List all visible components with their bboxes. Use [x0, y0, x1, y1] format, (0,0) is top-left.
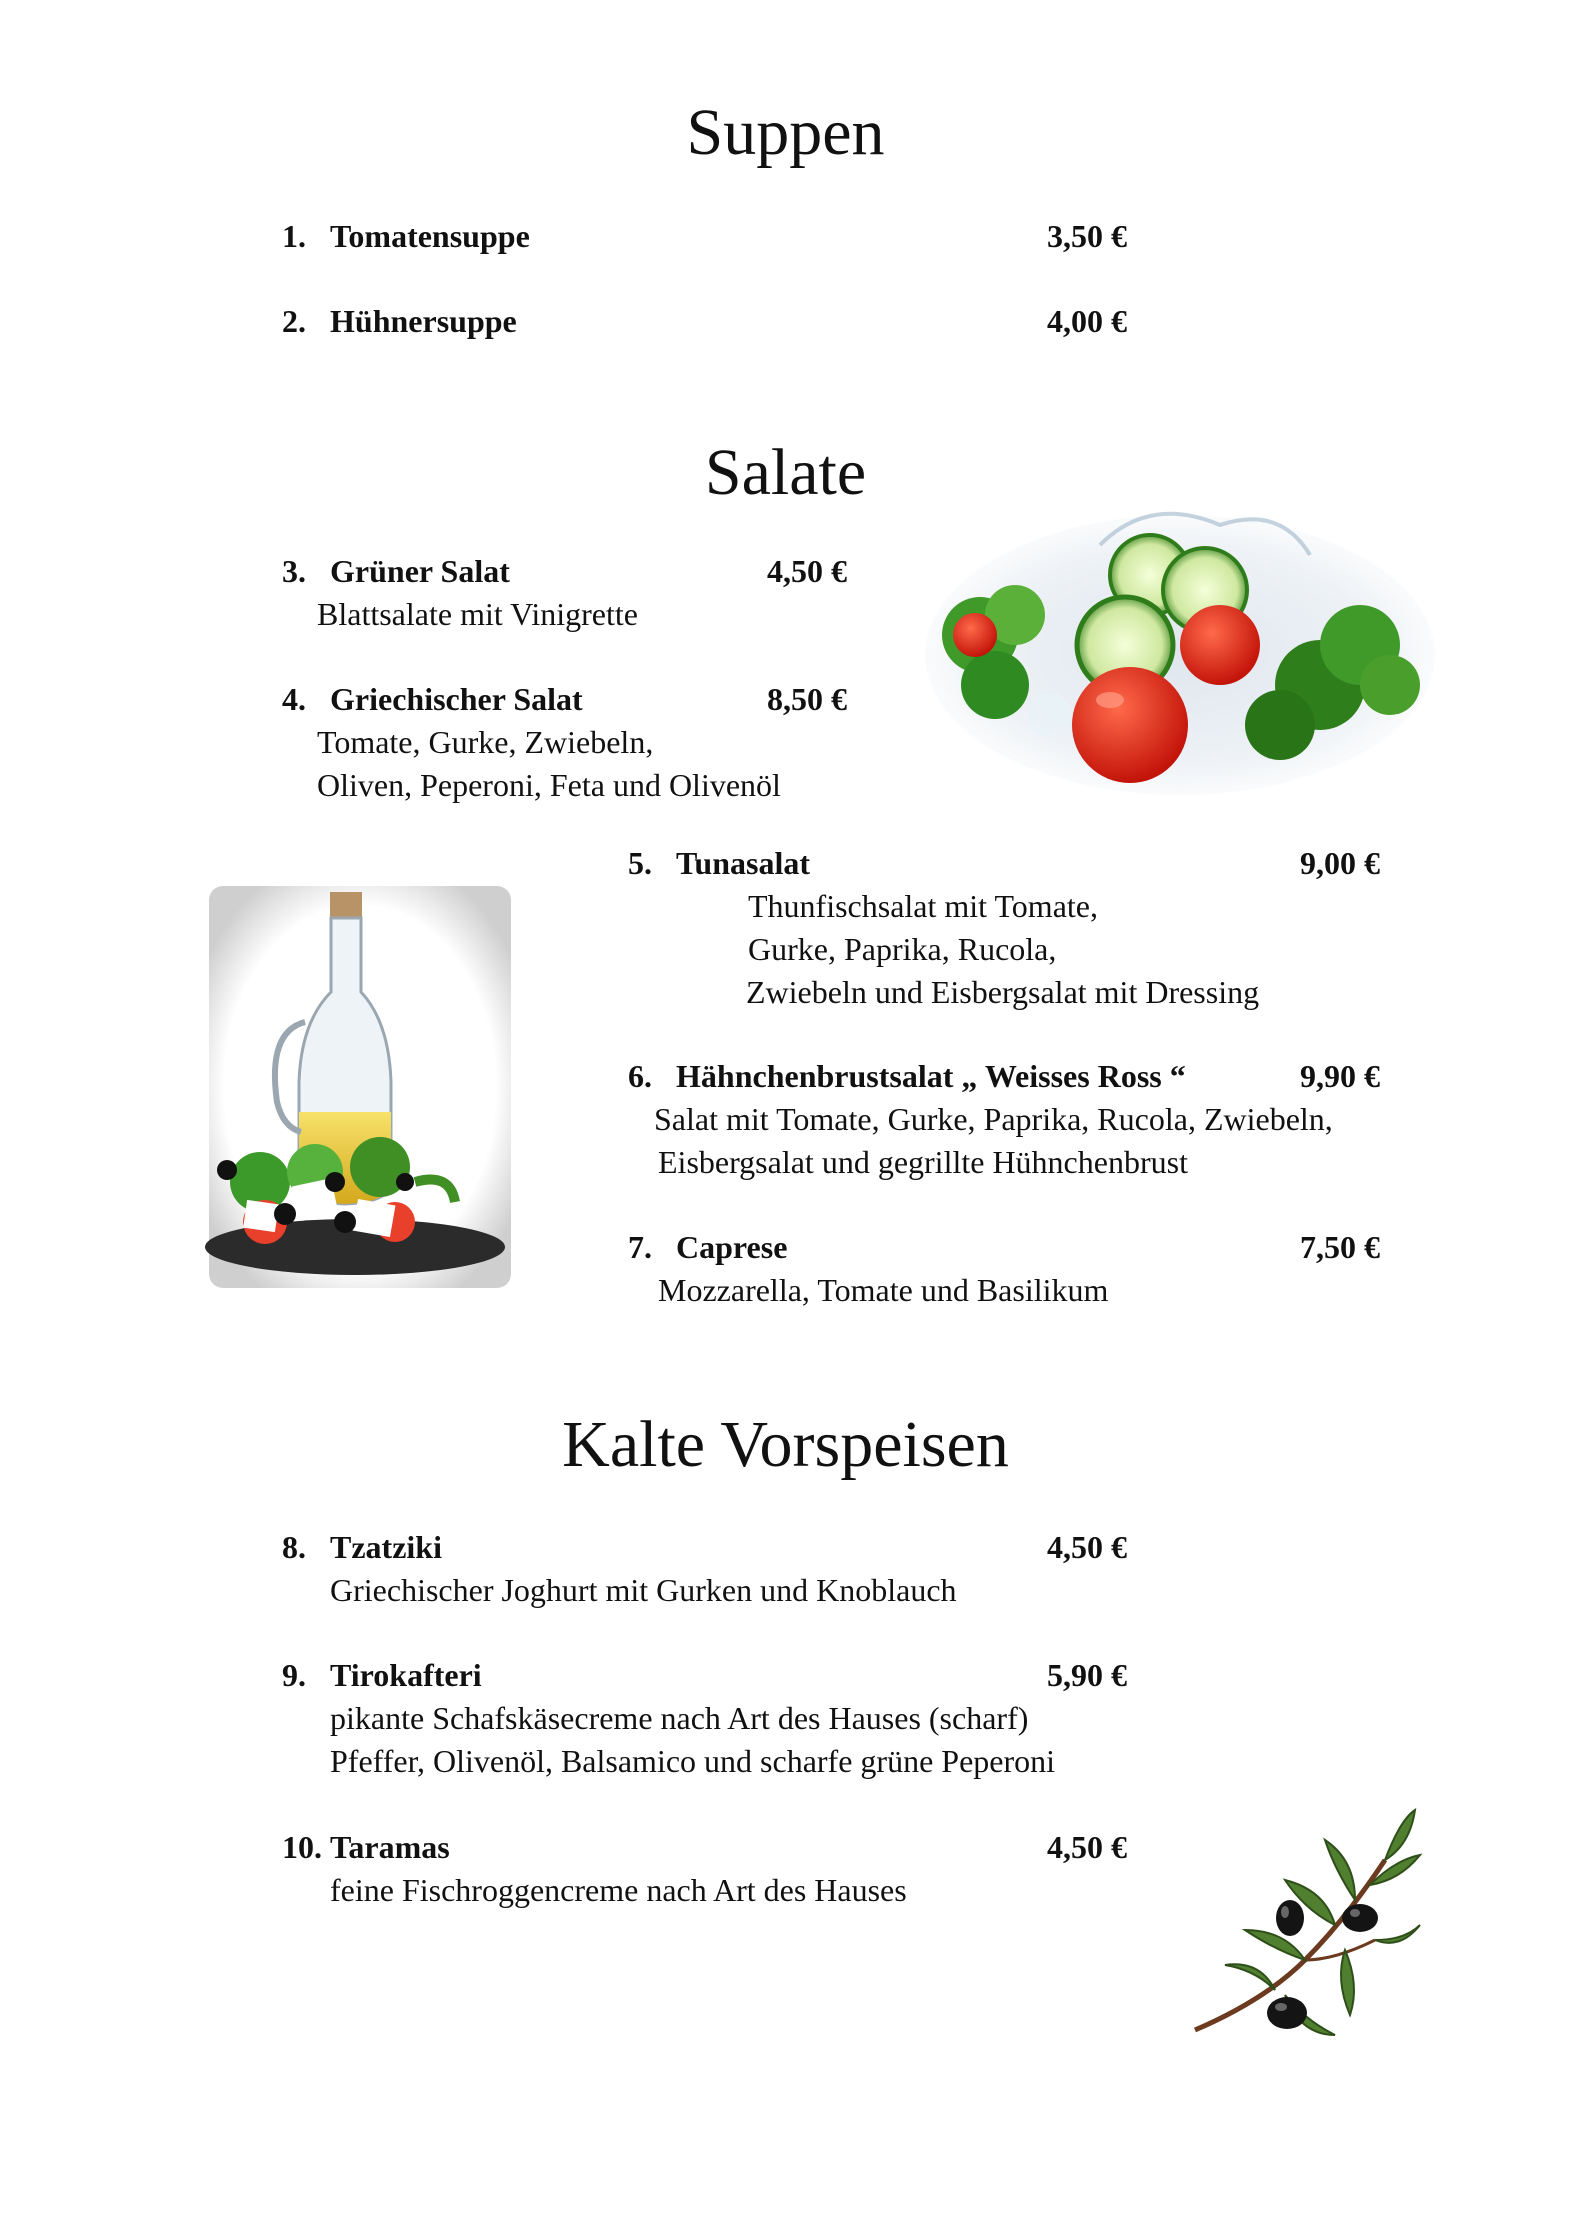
item-name: Caprese: [676, 1229, 788, 1265]
olive-oil-salad-icon: [205, 882, 515, 1292]
item-number: 6.: [628, 1058, 652, 1094]
item-description: Griechischer Joghurt mit Gurken und Knoblauch: [330, 1572, 957, 1608]
section-title-suppen: Suppen: [686, 96, 885, 169]
item-price: 4,50 €: [1047, 1529, 1127, 1565]
item-number: 1.: [282, 218, 306, 254]
salad-bowl-icon: [920, 485, 1440, 805]
item-description: Eisbergsalat und gegrillte Hühnchenbrust: [658, 1144, 1188, 1180]
item-description: Gurke, Paprika, Rucola,: [748, 931, 1057, 967]
item-description: Salat mit Tomate, Gurke, Paprika, Rucola, Zwiebeln,: [654, 1101, 1333, 1137]
item-number: 7.: [628, 1229, 652, 1265]
item-price: 9,00 €: [1300, 845, 1380, 881]
item-number: 3.: [282, 553, 306, 589]
item-description: Zwiebeln und Eisbergsalat mit Dressing: [746, 974, 1260, 1010]
item-name: Griechischer Salat: [330, 681, 583, 717]
item-price: 7,50 €: [1300, 1229, 1380, 1265]
item-number: 4.: [282, 681, 306, 717]
item-number: 10.: [282, 1829, 322, 1865]
item-description: Oliven, Peperoni, Feta und Olivenöl: [317, 767, 781, 803]
item-name: Tomatensuppe: [330, 218, 530, 254]
olive-branch-icon: [1185, 1800, 1425, 2050]
item-name: Tunasalat: [676, 845, 810, 881]
item-price: 5,90 €: [1047, 1657, 1127, 1693]
item-number: 9.: [282, 1657, 306, 1693]
item-price: 9,90 €: [1300, 1058, 1380, 1094]
item-description: Mozzarella, Tomate und Basilikum: [658, 1272, 1109, 1308]
item-name: Hühnersuppe: [330, 303, 517, 339]
item-number: 5.: [628, 845, 652, 881]
item-description: Blattsalate mit Vinigrette: [317, 596, 638, 632]
item-price: 3,50 €: [1047, 218, 1127, 254]
item-price: 4,00 €: [1047, 303, 1127, 339]
item-name: Grüner Salat: [330, 553, 510, 589]
item-price: 8,50 €: [767, 681, 847, 717]
item-description: Tomate, Gurke, Zwiebeln,: [317, 724, 654, 760]
section-title-salate: Salate: [704, 436, 867, 509]
item-description: Thunfischsalat mit Tomate,: [748, 888, 1098, 924]
item-number: 8.: [282, 1529, 306, 1565]
item-name: Tzatziki: [330, 1529, 442, 1565]
item-description: feine Fischroggencreme nach Art des Hauses: [330, 1872, 907, 1908]
item-description: Pfeffer, Olivenöl, Balsamico und scharfe grüne Peperoni: [330, 1743, 1056, 1779]
item-price: 4,50 €: [767, 553, 847, 589]
item-description: pikante Schafskäsecreme nach Art des Hauses (scharf): [330, 1700, 1029, 1736]
item-name: Taramas: [330, 1829, 450, 1865]
item-name: Tirokafteri: [330, 1657, 482, 1693]
item-number: 2.: [282, 303, 306, 339]
item-name: Hähnchenbrustsalat „ Weisses Ross “: [676, 1058, 1186, 1094]
section-title-kalte-vorspeisen: Kalte Vorspeisen: [562, 1408, 1009, 1481]
item-price: 4,50 €: [1047, 1829, 1127, 1865]
